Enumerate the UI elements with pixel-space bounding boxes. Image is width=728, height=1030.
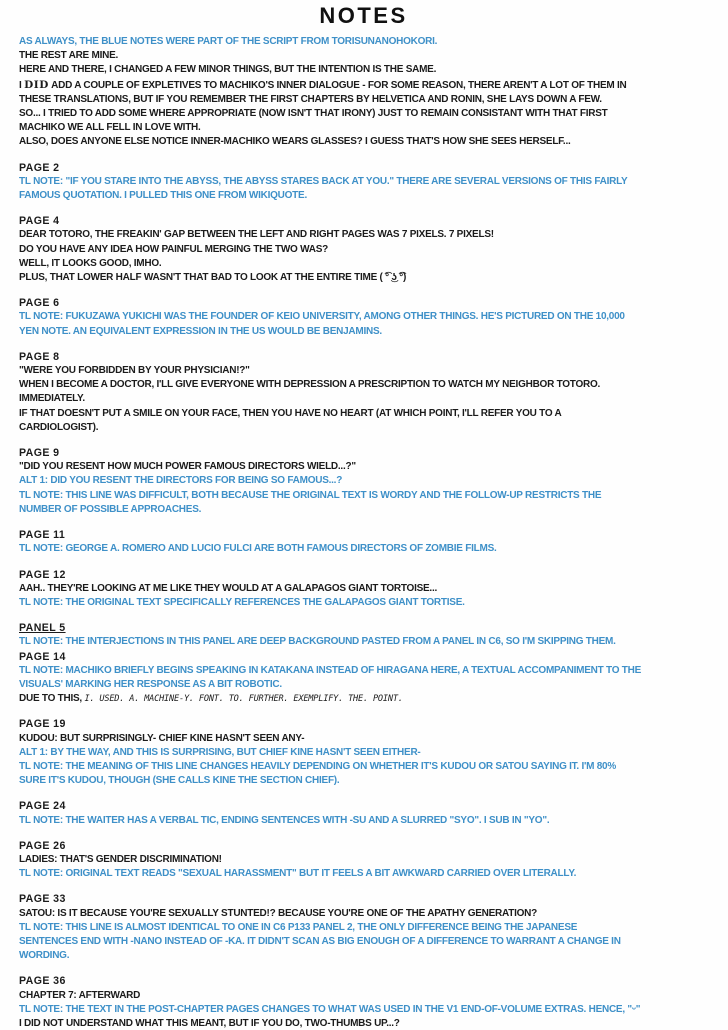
note-line: [19, 692, 708, 706]
editor-note-text: "DID YOU RESENT HOW MUCH POWER FAMOUS DIRECTORS WIELD...?": [19, 461, 356, 473]
note-line: [19, 460, 708, 474]
note-line: [19, 635, 708, 649]
notes-section: [19, 446, 708, 517]
editor-note-text: I DID NOT UNDERSTAND WHAT THIS MEANT, BUT IF YOU DO, TWO-THUMBS UP...?: [19, 1017, 400, 1029]
note-line: [19, 175, 708, 189]
notes-section: [19, 717, 708, 788]
translator-note-text: TL NOTE: "IF YOU STARE INTO THE ABYSS, THE ABYSS STARES BACK AT YOU." THERE ARE SEVERAL VERSIONS OF THIS FAIRLY: [19, 175, 628, 187]
note-line: [19, 489, 708, 503]
translator-note-text: TL NOTE: FUKUZAWA YUKICHI WAS THE FOUNDER OF KEIO UNIVERSITY, AMONG OTHER THINGS. HE'S PICTURED ON THE 10,000: [19, 311, 625, 323]
notes-section: [19, 161, 708, 204]
note-line: [19, 949, 708, 963]
notes-content: [19, 35, 708, 1030]
note-line: [19, 921, 708, 935]
translator-note-text: TL NOTE: THE MEANING OF THIS LINE CHANGES HEAVILY DEPENDING ON WHETHER IT'S KUDOU OR SATOU SAYING IT. I'M 80%: [19, 760, 617, 772]
translator-note-text: SENTENCES END WITH -NANO INSTEAD OF -KA. IT DIDN'T SCAN AS BIG ENOUGH OF A DIFFERENCE TO WARRANT A CHANGE IN: [19, 935, 621, 947]
translator-note-text: TL NOTE: GEORGE A. ROMERO AND LUCIO FULCI ARE BOTH FAMOUS DIRECTORS OF ZOMBIE FILMS.: [19, 543, 497, 555]
note-line: [19, 135, 708, 149]
translator-note-text: WORDING.: [19, 950, 70, 962]
translator-note-text: TL NOTE: THE TEXT IN THE POST-CHAPTER PAGES CHANGES TO WHAT WAS USED IN THE V1 END-OF-VOLUME EXTRAS. HENCE, "ᵕ": [19, 1003, 641, 1015]
translator-note-text: AS ALWAYS, THE BLUE NOTES WERE PART OF THE SCRIPT FROM TORISUNANOHOKORI.: [19, 36, 438, 47]
note-line: [19, 746, 708, 760]
note-line: [19, 1003, 708, 1017]
section-heading: PAGE 11: [19, 529, 66, 542]
note-line: [19, 189, 708, 203]
editor-note-text: I: [19, 79, 25, 91]
section-heading: PAGE 19: [19, 718, 66, 731]
note-line: [19, 325, 708, 339]
notes-section: [19, 839, 708, 882]
notes-section: [19, 568, 708, 611]
translator-note-text: TL NOTE: ORIGINAL TEXT READS "SEXUAL HARASSMENT" BUT IT FEELS A BIT AWKWARD CARRIED OVER LITERALLY.: [19, 868, 577, 880]
note-line: [19, 78, 708, 93]
translator-note-text: TL NOTE: THE WAITER HAS A VERBAL TIC, ENDING SENTENCES WITH -SU AND A SLURRED "SYO". I SUB IN "YO".: [19, 814, 550, 826]
translator-note-text: ALT 1: BY THE WAY, AND THIS IS SURPRISING, BUT CHIEF KINE HASN'T SEEN EITHER-: [19, 746, 421, 758]
note-line: [19, 596, 708, 610]
editor-note-text: MACHIKO WE ALL FELL IN LOVE WITH.: [19, 122, 201, 134]
note-line: [19, 243, 708, 257]
editor-note-text: THE REST ARE MINE.: [19, 50, 119, 62]
translator-note-text: YEN NOTE. AN EQUIVALENT EXPRESSION IN THE US WOULD BE BENJAMINS.: [19, 325, 382, 337]
note-line: [19, 35, 708, 49]
notes-section: [19, 621, 708, 649]
notes-section: [19, 650, 708, 707]
note-line: [19, 378, 708, 392]
note-line: [19, 582, 708, 596]
editor-note-text: DUE TO THIS,: [19, 693, 85, 705]
editor-note-text: SATOU: IS IT BECAUSE YOU'RE SEXUALLY STUNTED!? BECAUSE YOU'RE ONE OF THE APATHY GENERATION?: [19, 907, 537, 919]
note-line: [19, 392, 708, 406]
section-heading: PANEL 5: [19, 622, 66, 635]
editor-note-text: CARDIOLOGIST).: [19, 421, 99, 433]
section-heading: PAGE 24: [19, 800, 66, 813]
section-heading: PAGE 8: [19, 350, 60, 363]
translator-note-text: FAMOUS QUOTATION. I PULLED THIS ONE FROM WIKIQUOTE.: [19, 190, 307, 202]
note-line: [19, 310, 708, 324]
editor-note-text: DID: [24, 78, 49, 91]
editor-note-text: SO... I TRIED TO ADD SOME WHERE APPROPRIATE (NOW ISN'T THAT IRONY) JUST TO REMAIN CONSISTANT WITH THAT FIRST: [19, 108, 608, 120]
notes-section: [19, 528, 708, 556]
notes-section: [19, 35, 708, 150]
section-heading: PAGE 26: [19, 839, 66, 852]
note-line: [19, 867, 708, 881]
note-line: [19, 503, 708, 517]
section-heading: PAGE 12: [19, 568, 66, 581]
editor-note-text: LADIES: THAT'S GENDER DISCRIMINATION!: [19, 853, 222, 865]
note-line: [19, 732, 708, 746]
editor-note-text: PLUS, THAT LOWER HALF WASN'T THAT BAD TO LOOK AT THE ENTIRE TIME ( ͡° ͜ʖ ͡°): [19, 272, 407, 284]
notes-section: [19, 892, 708, 963]
note-line: [19, 474, 708, 488]
note-line: [19, 678, 708, 692]
section-heading: PAGE 9: [19, 447, 60, 460]
translator-note-text: TL NOTE: MACHIKO BRIEFLY BEGINS SPEAKING IN KATAKANA INSTEAD OF HIRAGANA HERE, A TEXTUAL ACCOMPANIMENT TO THE: [19, 664, 642, 676]
note-line: [19, 121, 708, 135]
note-line: [19, 93, 708, 107]
editor-note-text: AAH.. THEY'RE LOOKING AT ME LIKE THEY WOULD AT A GALAPAGOS GIANT TORTOISE...: [19, 582, 438, 594]
notes-section: [19, 974, 708, 1030]
note-line: [19, 542, 708, 556]
notes-section: [19, 214, 708, 285]
translator-note-text: TL NOTE: THIS LINE WAS DIFFICULT, BOTH BECAUSE THE ORIGINAL TEXT IS WORDY AND THE FOLLOW-UP RESTRICTS THE: [19, 489, 602, 501]
section-heading: PAGE 33: [19, 893, 66, 906]
translator-note-text: VISUALS' MARKING HER RESPONSE AS A BIT ROBOTIC.: [19, 678, 282, 690]
section-heading: PAGE 14: [19, 650, 66, 663]
editor-note-text: WHEN I BECOME A DOCTOR, I'LL GIVE EVERYONE WITH DEPRESSION A PRESCRIPTION TO WATCH MY NEIGHBOR TOTORO.: [19, 379, 601, 391]
note-line: [19, 257, 708, 271]
editor-note-text: KUDOU: BUT SURPRISINGLY- CHIEF KINE HASN'T SEEN ANY-: [19, 732, 305, 744]
notes-section: [19, 799, 708, 827]
note-line: [19, 853, 708, 867]
note-line: [19, 907, 708, 921]
note-line: [19, 271, 708, 285]
editor-note-text: HERE AND THERE, I CHANGED A FEW MINOR THINGS, BUT THE INTENTION IS THE SAME.: [19, 64, 437, 76]
section-heading: PAGE 6: [19, 297, 60, 310]
editor-note-text: WELL, IT LOOKS GOOD, IMHO.: [19, 257, 162, 269]
notes-section: [19, 350, 708, 435]
editor-note-text: IMMEDIATELY.: [19, 393, 85, 405]
editor-note-text: IF THAT DOESN'T PUT A SMILE ON YOUR FACE, THEN YOU HAVE NO HEART (AT WHICH POINT, I'LL REFER YOU TO A: [19, 407, 562, 419]
note-line: [19, 989, 708, 1003]
section-heading: PAGE 36: [19, 975, 66, 988]
note-line: [19, 63, 708, 77]
editor-note-text: CHAPTER 7: AFTERWARD: [19, 989, 141, 1001]
section-heading: PAGE 2: [19, 161, 60, 174]
note-line: [19, 1017, 708, 1030]
translator-note-text: NUMBER OF POSSIBLE APPROACHES.: [19, 503, 202, 515]
editor-note-text: I. USED. A. MACHINE-Y. FONT. TO. FURTHER. EXEMPLIFY. THE. POINT.: [84, 694, 403, 705]
translator-note-text: TL NOTE: THE ORIGINAL TEXT SPECIFICALLY REFERENCES THE GALAPAGOS GIANT TORTISE.: [19, 596, 465, 608]
editor-note-text: ALSO, DOES ANYONE ELSE NOTICE INNER-MACHIKO WEARS GLASSES? I GUESS THAT'S HOW SHE SEES HERSELF...: [19, 136, 571, 148]
editor-note-text: DO YOU HAVE ANY IDEA HOW PAINFUL MERGING THE TWO WAS?: [19, 243, 328, 255]
page-title: NOTES: [319, 3, 408, 28]
note-line: [19, 407, 708, 421]
editor-note-text: ADD A COUPLE OF EXPLETIVES TO MACHIKO'S INNER DIALOGUE - FOR SOME REASON, THERE AREN'T A LOT OF THEM IN: [49, 79, 627, 91]
note-line: [19, 49, 708, 63]
note-line: [19, 364, 708, 378]
translator-note-text: TL NOTE: THIS LINE IS ALMOST IDENTICAL TO ONE IN C6 P133 PANEL 2, THE ONLY DIFFERENCE BEING THE JAPANESE: [19, 921, 578, 933]
translator-note-text: ALT 1: DID YOU RESENT THE DIRECTORS FOR BEING SO FAMOUS...?: [19, 475, 343, 487]
editor-note-text: DEAR TOTORO, THE FREAKIN' GAP BETWEEN THE LEFT AND RIGHT PAGES WAS 7 PIXELS. 7 PIXELS!: [19, 229, 494, 241]
note-line: [19, 228, 708, 242]
note-line: [19, 421, 708, 435]
note-line: [19, 664, 708, 678]
note-line: [19, 935, 708, 949]
notes-section: [19, 296, 708, 339]
editor-note-text: "WERE YOU FORBIDDEN BY YOUR PHYSICIAN!?": [19, 365, 250, 377]
note-line: [19, 760, 708, 774]
note-line: [19, 814, 708, 828]
translator-note-text: TL NOTE: THE INTERJECTIONS IN THIS PANEL ARE DEEP BACKGROUND PASTED FROM A PANEL IN C6, SO I'M SKIPPING THEM.: [19, 636, 616, 648]
note-line: [19, 107, 708, 121]
editor-note-text: THESE TRANSLATIONS, BUT IF YOU REMEMBER THE FIRST CHAPTERS BY HELVETICA AND RONIN, SHE LAYS DOWN A FEW.: [19, 93, 602, 105]
translator-note-text: SURE IT'S KUDOU, THOUGH (SHE CALLS KINE THE SECTION CHIEF).: [19, 775, 340, 787]
note-line: [19, 774, 708, 788]
section-heading: PAGE 4: [19, 215, 60, 228]
